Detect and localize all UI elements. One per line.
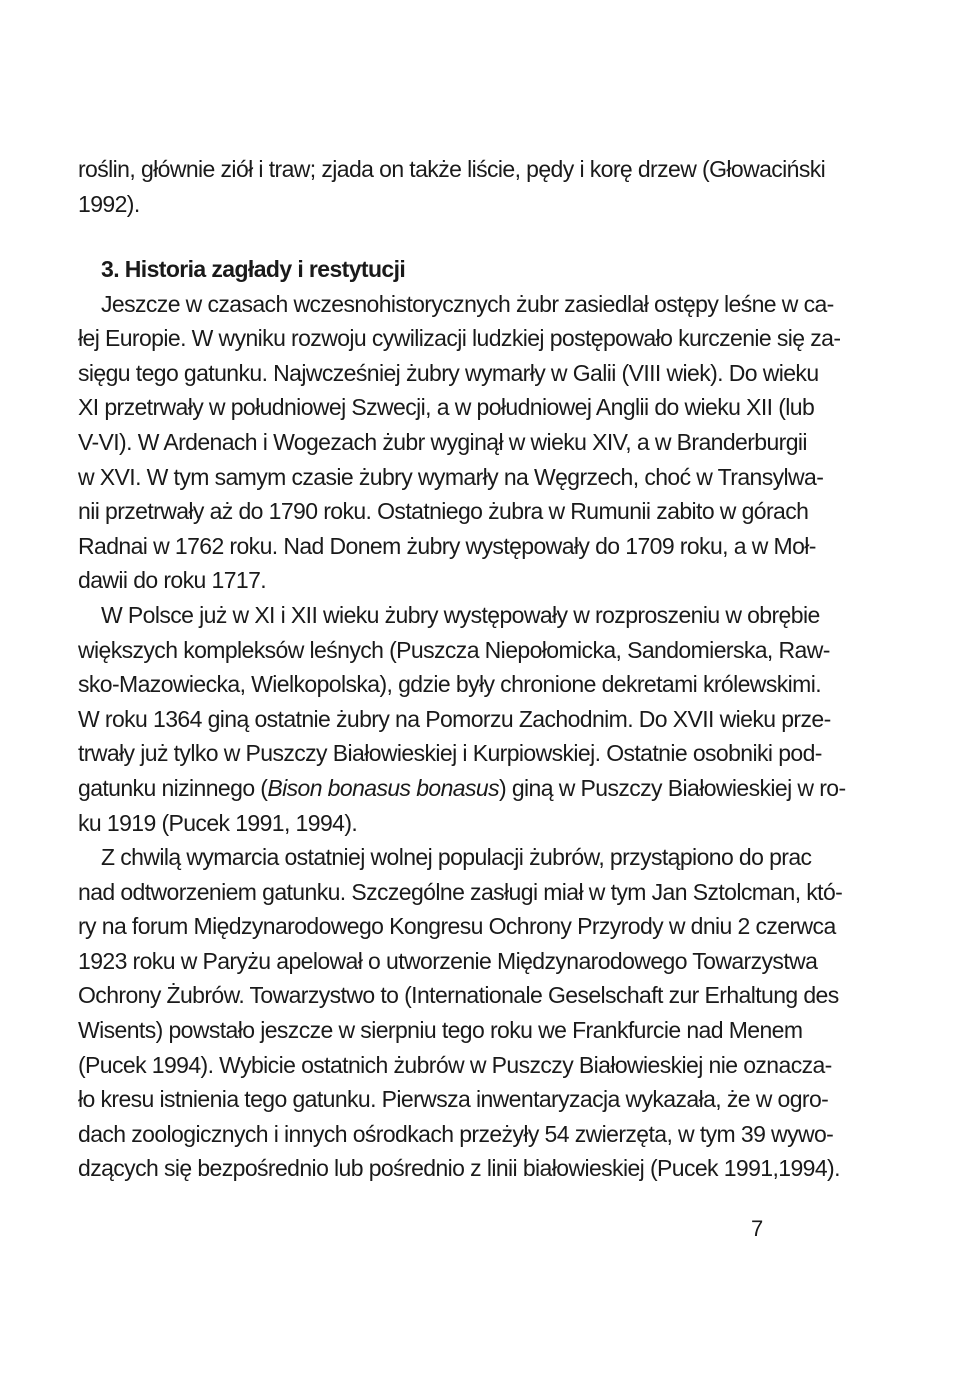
text-line: dach zoologicznych i innych ośrodkach przeżyły 54 zwierzęta, w tym 39 wywo- — [78, 1120, 834, 1147]
text-line: sięgu tego gatunku. Najwcześniej żubry wymarły w Galii (VIII wiek). Do wieku — [78, 359, 819, 386]
paragraph-poland — [78, 598, 846, 840]
text-line: trwały już tylko w Puszczy Białowieskiej i Kurpiowskiej. Ostatnie osobniki pod- — [78, 740, 822, 767]
text-line: łej Europie. W wyniku rozwoju cywilizacji ludzkiej postępowało kurczenie się za- — [78, 325, 841, 352]
text-line: ku 1919 (Pucek 1991, 1994). — [78, 809, 358, 836]
text-line: nad odtworzeniem gatunku. Szczególne zasługi miał w tym Jan Sztolcman, któ- — [78, 878, 843, 905]
text-line: V-VI). W Ardenach i Wogezach żubr wyginął w wieku XIV, a w Branderburgii — [78, 428, 807, 455]
text-line: Z chwilą wymarcia ostatniej wolnej populacji żubrów, przystąpiono do prac — [101, 844, 812, 871]
text-line: Radnai w 1762 roku. Nad Donem żubry występowały do 1709 roku, a w Moł- — [78, 532, 816, 559]
history-section — [78, 252, 846, 1186]
text-line: dawii do roku 1717. — [78, 567, 267, 594]
text-line: (Pucek 1994). Wybicie ostatnich żubrów w Puszczy Białowieskiej nie oznacza- — [78, 1051, 832, 1078]
text-line: XI przetrwały w południowej Szwecji, a w południowej Anglii do wieku XII (lub — [78, 394, 815, 421]
text-line-with-species-name — [78, 771, 846, 806]
text-line: sko-Mazowiecka, Wielkopolska), gdzie były chronione dekretami królewskimi. — [78, 671, 821, 698]
text-fragment: ) giną w Puszczy Białowieskiej w ro- — [499, 774, 846, 801]
text-line: nii przetrwały aż do 1790 roku. Ostatniego żubra w Rumunii zabito w górach — [78, 498, 809, 525]
paragraph-extinction-europe — [78, 287, 841, 598]
page-number: 7 — [751, 1216, 763, 1241]
text-line: W Polsce już w XI i XII wieku żubry występowały w rozproszeniu w obrębie — [101, 601, 820, 628]
text-line: większych kompleksów leśnych (Puszcza Niepołomicka, Sandomierska, Raw- — [78, 636, 830, 663]
species-name: Bison bonasus bonasus — [267, 774, 499, 801]
text-line: ło kresu istnienia tego gatunku. Pierwsza inwentaryzacja wykazała, że w ogro- — [78, 1086, 829, 1113]
text-line: dzących się bezpośrednio lub pośrednio z linii białowieskiej (Pucek 1991,1994). — [78, 1155, 840, 1182]
text-line: Ochrony Żubrów. Towarzystwo to (Internationale Geselschaft zur Erhaltung des — [78, 982, 839, 1009]
paragraph-restitution — [78, 840, 843, 1186]
section-heading: 3. Historia zagłady i restytucji — [101, 256, 406, 282]
text-fragment: gatunku nizinnego ( — [78, 774, 268, 801]
text-line: Jeszcze w czasach wczesnohistorycznych żubr zasiedlał ostępy leśne w ca- — [101, 290, 834, 317]
text-line: 1992). — [78, 190, 140, 217]
text-line: Wisents) powstało jeszcze w sierpniu tego roku we Frankfurcie nad Menem — [78, 1017, 803, 1044]
text-line: 1923 roku w Paryżu apelował o utworzenie Międzynarodowego Towarzystwa — [78, 947, 818, 974]
text-line: w XVI. W tym samym czasie żubry wymarły na Węgrzech, choć w Transylwa- — [78, 463, 824, 490]
text-line: roślin, głównie ziół i traw; zjada on także liście, pędy i korę drzew (Głowaciński — [78, 156, 826, 182]
text-line: W roku 1364 giną ostatnie żubry na Pomorzu Zachodnim. Do XVII wieku prze- — [78, 705, 831, 732]
intro-paragraph — [78, 152, 826, 221]
text-line: ry na forum Międzynarodowego Kongresu Ochrony Przyrody w dniu 2 czerwca — [78, 913, 836, 940]
